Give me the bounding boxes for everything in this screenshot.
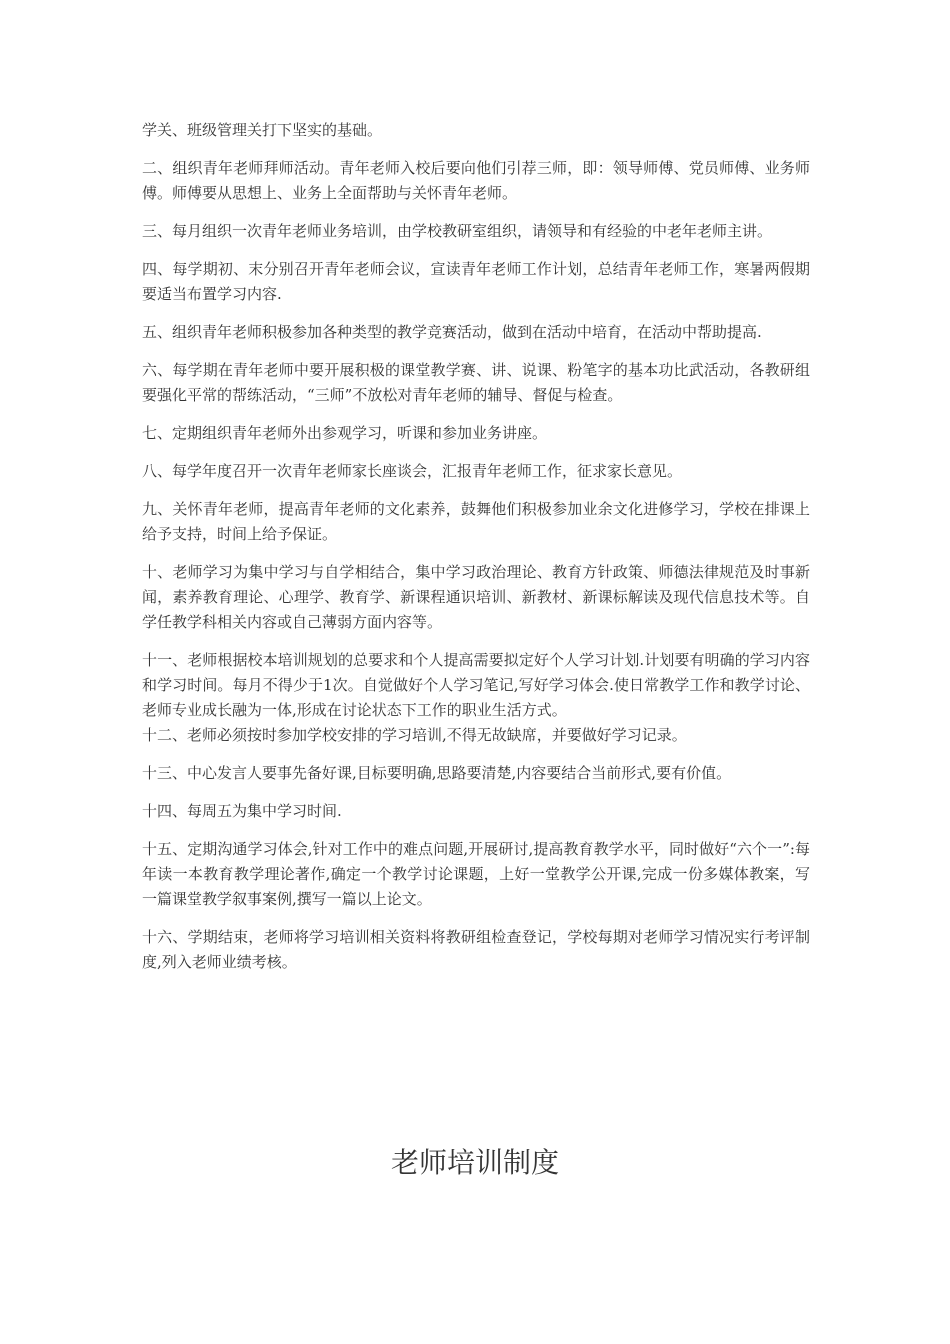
paragraph-item-4: 四、每学期初、末分别召开青年老师会议，宣读青年老师工作计划，总结青年老师工作，寒暑两假期要适当布置学习内容. [142,260,810,303]
paragraph-item-7: 七、定期组织青年老师外出参观学习，听课和参加业务讲座。 [142,424,548,442]
paragraph-item-8: 八、每学年度召开一次青年老师家长座谈会，汇报青年老师工作，征求家长意见。 [142,462,683,480]
paragraph-item-5: 五、组织青年老师积极参加各种类型的教学竞赛活动，做到在活动中培育，在活动中帮助提高. [142,323,762,341]
paragraph-item-12: 十二、老师必须按时参加学校安排的学习培训,不得无故缺席，并要做好学习记录。 [142,726,687,744]
paragraph-item-3: 三、每月组织一次青年老师业务培训，由学校教研室组织，请领导和有经验的中老年老师主讲。 [142,222,773,240]
paragraph-item-14: 十四、每周五为集中学习时间. [142,802,342,820]
paragraph-item-13: 十三、中心发言人要事先备好课,目标要明确,思路要清楚,内容要结合当前形式,要有价值。 [142,764,732,782]
paragraph-item-6: 六、每学期在青年老师中要开展积极的课堂教学赛、讲、说课、粉笔字的基本功比武活动，各教研组要强化平常的帮练活动，“三师”不放松对青年老师的辅导、督促与检查。 [142,361,810,404]
paragraph-intro: 学关、班级管理关打下坚实的基础。 [142,121,383,139]
paragraph-item-11: 十一、老师根据校本培训规划的总要求和个人提高需要拟定好个人学习计划.计划要有明确的学习内容和学习时间。每月不得少于1次。自觉做好个人学习笔记,写好学习体会.使日常教学工作和教学讨论、老师专业成长融为一体,形成在讨论状态下工作的职业生活方式。 [142,651,810,719]
paragraph-item-16: 十六、学期结束，老师将学习培训相关资料将教研组检查登记，学校每期对老师学习情况实行考评制度,列入老师业绩考核。 [142,928,810,971]
paragraph-item-2: 二、组织青年老师拜师活动。青年老师入校后要向他们引荐三师，即：领导师傅、党员师傅、业务师傅。师傅要从思想上、业务上全面帮助与关怀青年老师。 [142,159,810,202]
paragraph-item-10: 十、老师学习为集中学习与自学相结合，集中学习政治理论、教育方针政策、师德法律规范及时事新闻，素养教育理论、心理学、教育学、新课程通识培训、新教材、新课标解读及现代信息技术等。自学任教学科相关内容或自己薄弱方面内容等。 [142,563,810,631]
document-body [142,118,810,988]
paragraph-item-9: 九、关怀青年老师，提高青年老师的文化素养，鼓舞他们积极参加业余文化进修学习，学校在排课上给予支持，时间上给予保证。 [142,500,810,543]
paragraph-item-15: 十五、定期沟通学习体会,针对工作中的难点问题,开展研讨,提高教育教学水平，同时做好“六个一”:每年读一本教育教学理论著作,确定一个教学讨论课题，上好一堂教学公开课,完成一份多媒体教案，写一篇课堂教学叙事案例,撰写一篇以上论文。 [142,840,810,908]
document-title: 老师培训制度 [390,1146,559,1179]
